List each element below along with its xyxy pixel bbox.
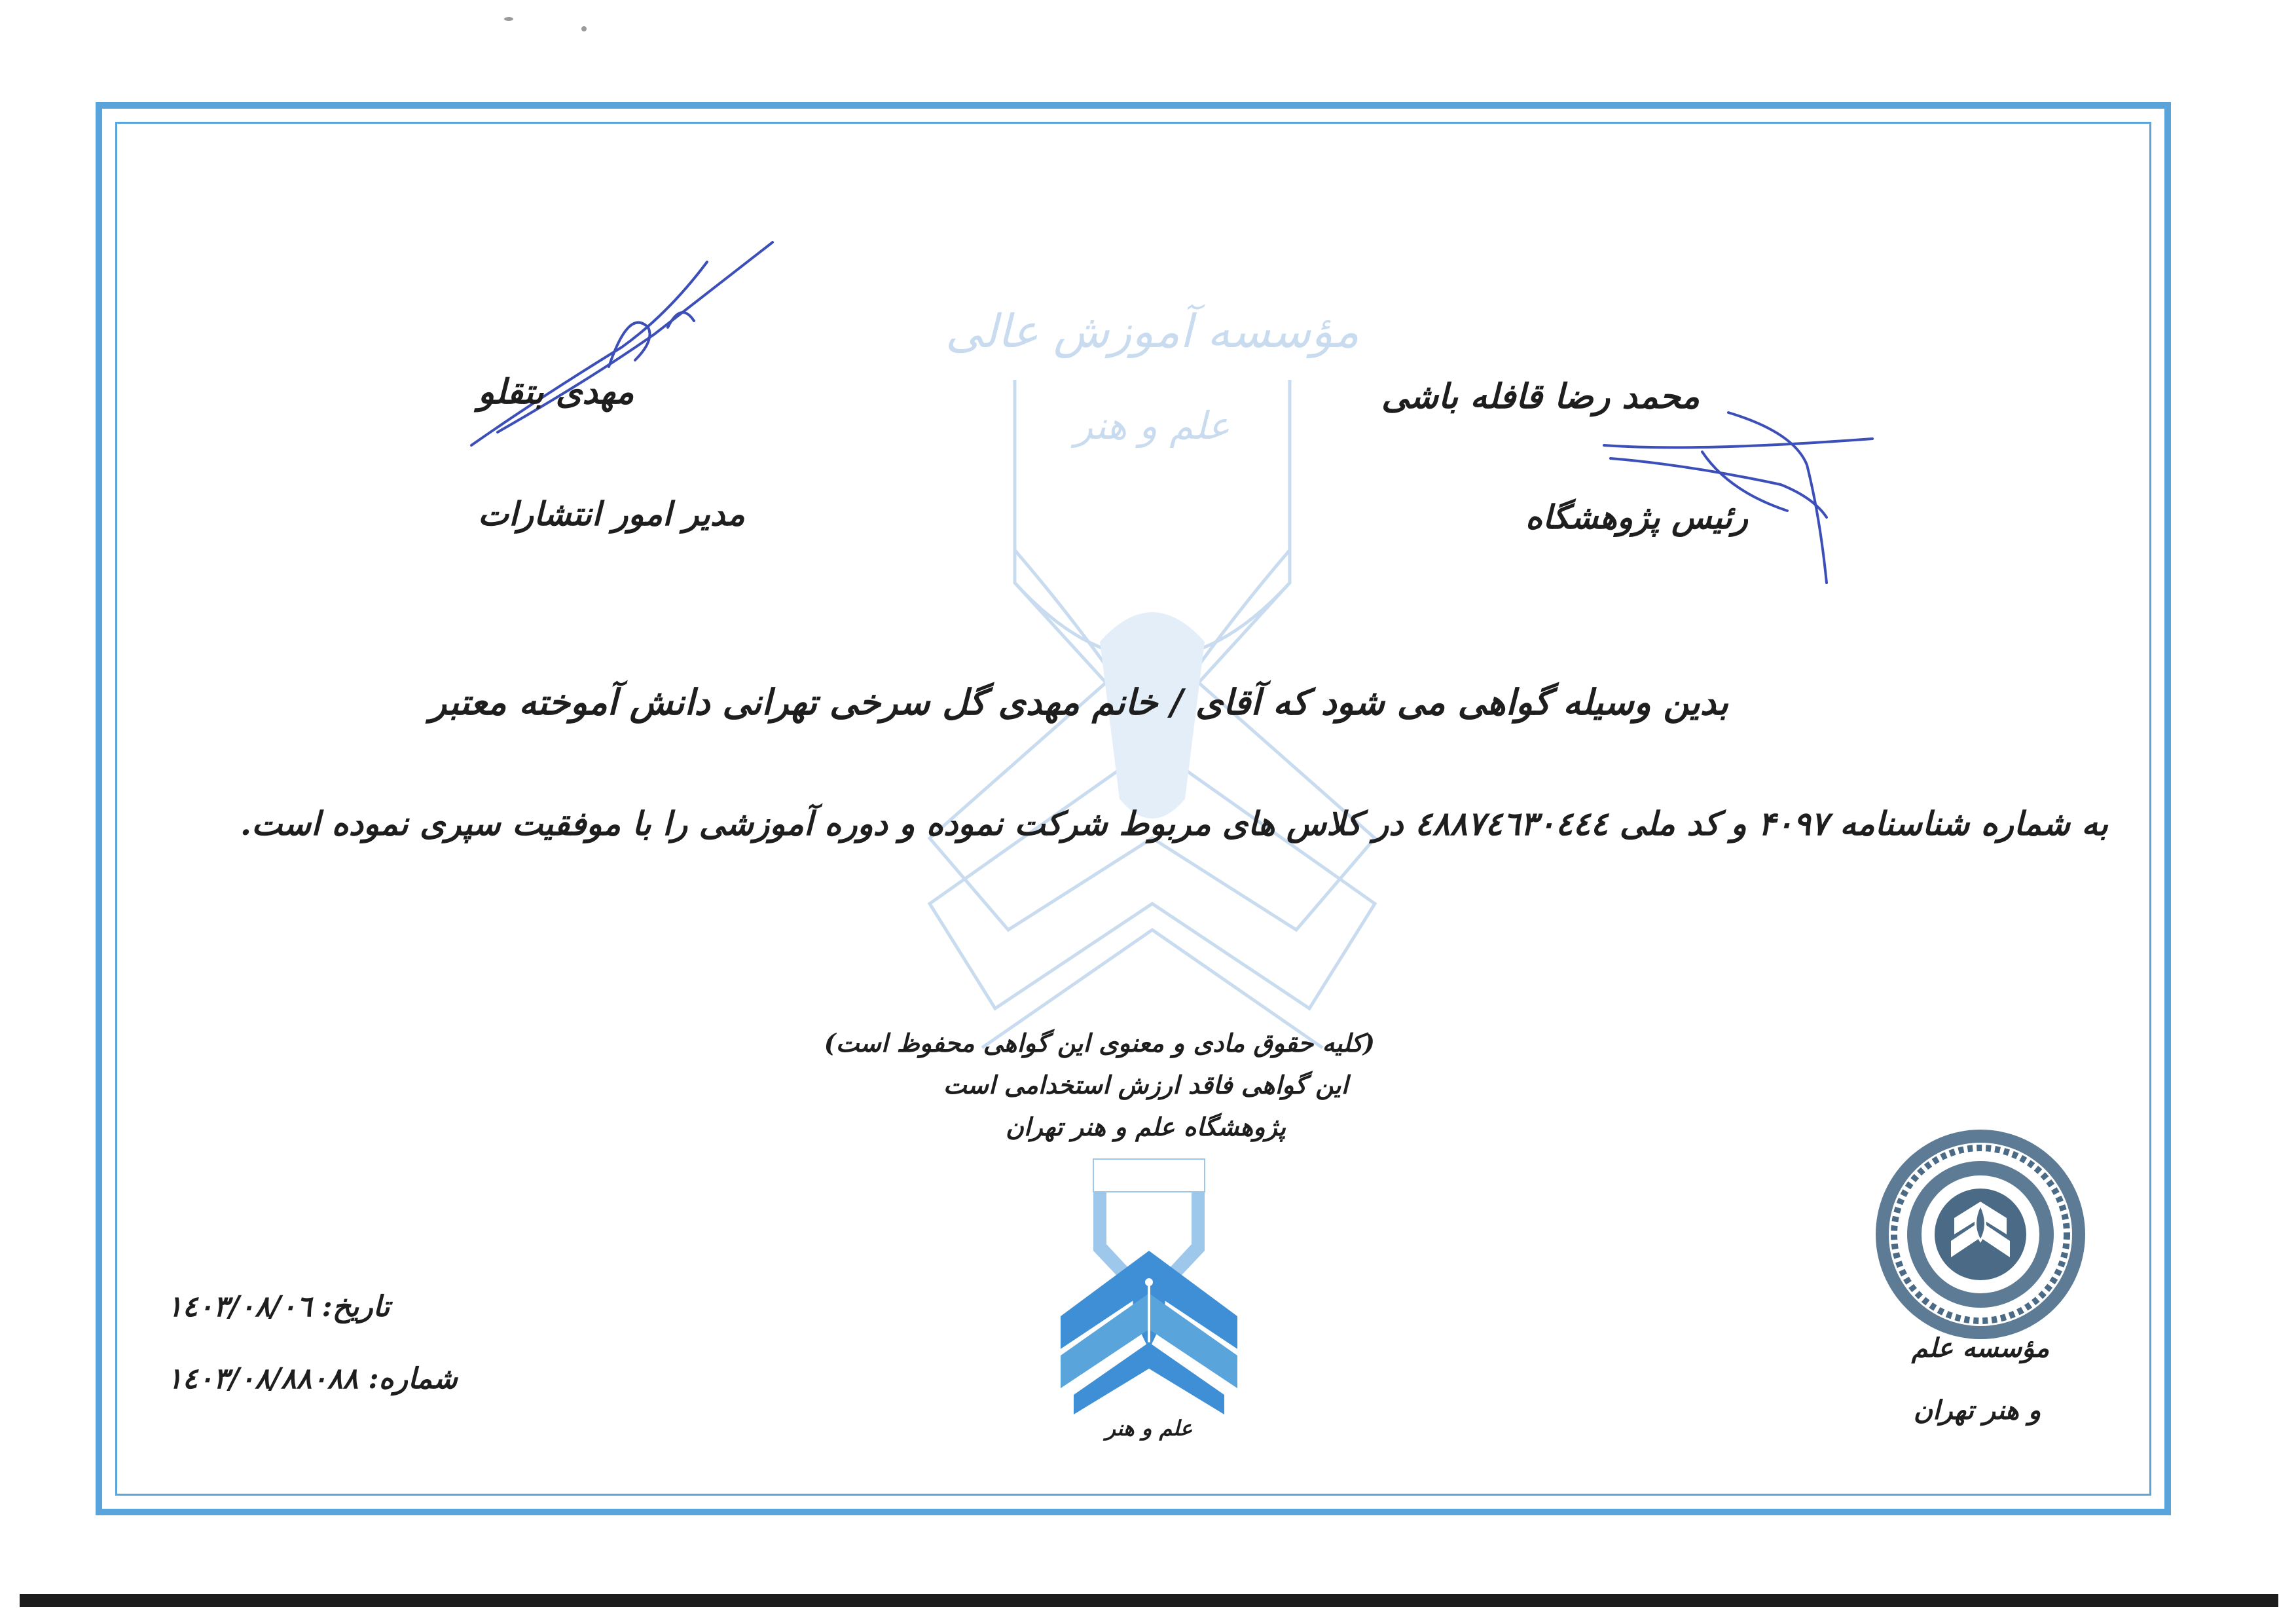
certificate-number: ﺷﻤﺎره: ١٤٠٣/٠٨/٨٨٠٨٨ [167,1362,458,1395]
scan-speck [581,26,587,31]
footer-center-line-2: اﯾﻦ ﮔﻮاﻫﯽ ﻓﺎﻗﺪ ارزش اﺳﺘﺨﺪاﻣﯽ اﺳﺖ [943,1070,1349,1099]
university-logo [1054,1153,1244,1441]
footer-center-line-3: ﭘﮋوﻫﺸﮕﺎه ﻋﻠﻢ و ﻫﻨﺮ ﺗﻬﺮان [1005,1112,1286,1141]
issue-date: ﺗﺎرﯾﺦ: ١٤٠٣/٠٨/٠٦ [167,1290,390,1323]
signatory-left-name: ﻣﻬﺪی ﺑﺘﻘﻠﻮ [478,372,634,412]
official-seal [1872,1126,2088,1342]
seal-caption-line-2: و ﻫﻨﺮ ﺗﻬﺮان [1913,1395,2041,1426]
scan-speck [504,17,513,21]
signatory-left-title: ﻣﺪﯾﺮ اﻣﻮر اﻧﺘﺸﺎرات [478,494,745,533]
body-line-2: ﺑﻪ ﺷﻤﺎره ﺷﻨﺎﺳﻨﺎﻣﻪ ۴۰۹۷ و ﮐﺪ ﻣﻠﯽ ٤٨٨٧٤٦٣٠٤٤٤ در ﮐﻼس ﻫﺎی ﻣﺮﺑﻮط ﺷﺮﮐﺖ ﻧﻤﻮده و دوره آﻣﻮزﺷﯽ را ﺑﺎ ﻣﻮﻓﻘﯿﺖ ﺳﭙﺮی ﻧﻤﻮده اﺳﺖ. [240,804,2108,843]
signatory-right-title: رﺋﯿﺲ ﭘﮋوﻫﺸﮕﺎه [1525,498,1748,536]
signature-left [458,236,786,458]
watermark-emblem [824,275,1401,1061]
signatory-right-name: ﻣﺤﻤﺪ رﺿﺎ ﻗﺎﻓﻠﻪ ﺑﺎﺷﯽ [1381,377,1700,416]
signature-right [1597,393,1899,589]
watermark-text-2: ﻋﻠﻢ و ﻫﻨﺮ [1074,403,1230,448]
body-line-1: ﺑﺪﯾﻦ وﺳﯿﻠﻪ ﮔﻮاﻫﯽ ﻣﯽ ﺷﻮد ﮐﻪ آﻗﺎی / ﺧﺎﻧﻢ ﻣﻬﺪی ﮔﻞ ﺳﺮﺧﯽ ﺗﻬﺮاﻧﯽ داﻧﺶ آﻣﻮﺧﺘﻪ ﻣﻌﺘﺒﺮ [429,681,1728,723]
watermark-text-1: ﻣﺆﺳﺴﻪ آﻣﻮزش ﻋﺎﻟﯽ [945,304,1359,358]
footer-center-line-1: (ﮐﻠﯿﻪ ﺣﻘﻮق ﻣﺎدی و ﻣﻌﻨﻮی اﯾﻦ ﮔﻮاﻫﯽ ﻣﺤﻔﻮظ اﺳﺖ) [824,1028,1375,1058]
seal-caption-line-1: ﻣﺆﺳﺴﻪ ﻋﻠﻢ [1911,1333,2050,1363]
scan-edge-bar [20,1594,2278,1607]
logo-caption: ﻋﻠﻢ و ﻫﻨﺮ [1105,1416,1193,1441]
